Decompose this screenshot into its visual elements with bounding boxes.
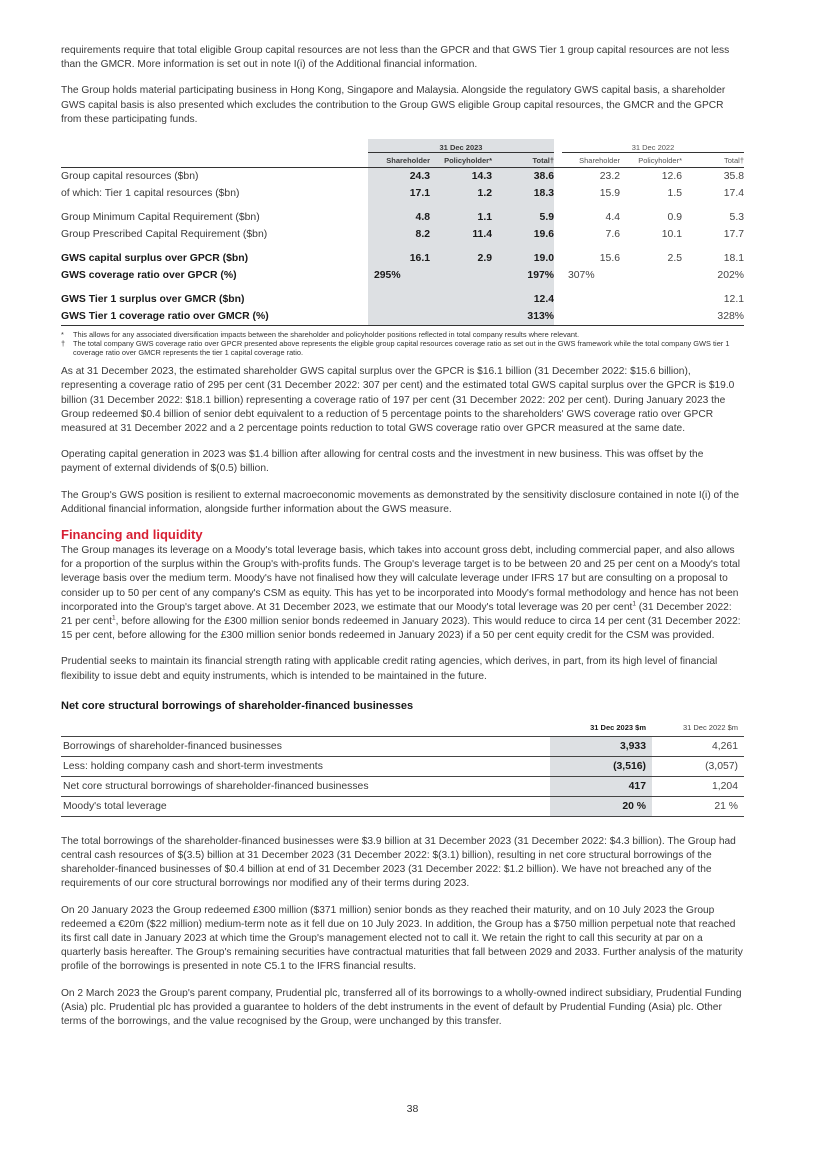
footnote-symbol: † bbox=[61, 338, 66, 348]
cell-sh23 bbox=[368, 291, 430, 308]
footnote-ref: 1 bbox=[111, 614, 116, 622]
footnote-text: The total company GWS coverage ratio over GPCR presented above represents the eligible group capital resources coverage ratio as set out in the GWS framework while the total company GWS tier 1 coverage ratio over GMCR represents the tier 1 capital coverage ratio. bbox=[73, 338, 730, 357]
cell-po23 bbox=[430, 308, 492, 325]
cell-to22: 202% bbox=[717, 270, 744, 282]
cell-sh22: 15.6 bbox=[599, 253, 620, 265]
body-paragraph-3: As at 31 December 2023, the estimated shareholder GWS capital surplus over the GPCR is $16.1 billion (31 December 2022: $15.6 billion), representing a coverage ratio of 295 per cent (31 December 2022: 307 per cent) and the estimated total GWS capital surplus over the GPCR is $19.0 billion (31 December 2022: $18.1 billion) representing a coverage ratio of 197 per cent (31 December 2022: 202 per cent). During January 2023 the Group redeemed $0.4 billion of senior debt equivalent to a reduction of 5 percentage points to the shareholders' GWS coverage ratio over GPCR measured at 31 December 2022 and a 2 percentage points reduction to total GWS coverage ratio over GPCR measured at the same date. bbox=[61, 366, 735, 434]
table-row bbox=[61, 776, 744, 796]
cell-sh23: 17.1 bbox=[368, 185, 430, 202]
cell-to23: 18.3 bbox=[492, 185, 554, 202]
col-header-2023: 31 Dec 2023 $m bbox=[590, 723, 646, 733]
cell-sh23: 4.8 bbox=[368, 209, 430, 226]
cell-to22: 17.4 bbox=[723, 188, 744, 200]
cell-to23: 313% bbox=[492, 308, 554, 325]
cell-to22: 18.1 bbox=[723, 253, 744, 265]
table-row bbox=[61, 267, 744, 284]
section-heading: Financing and liquidity bbox=[61, 526, 203, 542]
cell-po22: 10.1 bbox=[661, 229, 682, 241]
cell-2023: (3,516) bbox=[550, 756, 652, 776]
gws-capital-table bbox=[61, 139, 744, 326]
cell-sh22: 7.6 bbox=[605, 229, 620, 241]
col-header-policyholder-2023: Policyholder* bbox=[430, 153, 492, 168]
cell-po22: 2.5 bbox=[667, 253, 682, 265]
cell-to23: 197% bbox=[492, 267, 554, 284]
net-core-borrowings-table bbox=[61, 720, 744, 817]
cell-to23: 19.6 bbox=[492, 226, 554, 243]
cell-po22 bbox=[620, 308, 682, 325]
footnote-star bbox=[61, 330, 744, 339]
footnote-dagger bbox=[61, 339, 744, 357]
cell-to22: 5.3 bbox=[729, 212, 744, 224]
table-row bbox=[61, 736, 744, 756]
cell-po23: 14.3 bbox=[430, 168, 492, 185]
paragraph-text: The Group manages its leverage on a Moody's total leverage basis, which takes into account gross debt, including commercial paper, and also allows for a proportion of the surplus within the Group's with-profits funds. The Group's leverage target is to be between 20 and 25 per cent on a Moody's total leverage basis over the medium term. Moody's have not finalised how they will calculate leverage under IFRS 17 but are consulting on a proposal to consider up to 50 per cent of any company's CSM as equity. This has yet to be incorporated into Moody's formal methodology and hence has not been incorporated into the Group's target above. At 31 December 2023, we estimate that our Moody's total leverage was 20 per cent bbox=[61, 544, 740, 613]
paragraph-text: (31 December 2022: 21 per cent bbox=[61, 601, 732, 627]
group-header-2022: 31 Dec 2022 bbox=[631, 143, 675, 153]
cell-to23: 12.4 bbox=[492, 291, 554, 308]
row-label: Group capital resources ($bn) bbox=[61, 171, 199, 183]
body-paragraph-7: Prudential seeks to maintain its financial strength rating with applicable credit rating agencies, which derives, in part, from its high level of financial flexibility to issue debt and equity instruments, which is intended to be maintained in the future. bbox=[61, 656, 718, 682]
cell-sh22: 307% bbox=[568, 270, 595, 282]
cell-po22 bbox=[620, 291, 682, 308]
cell-to23: 38.6 bbox=[492, 168, 554, 185]
group-header-2023: 31 Dec 2023 bbox=[368, 139, 554, 153]
row-label: Group Minimum Capital Requirement ($bn) bbox=[61, 212, 260, 224]
row-label: Group Prescribed Capital Requirement ($bn) bbox=[61, 229, 268, 241]
cell-po23 bbox=[430, 267, 492, 284]
cell-sh22 bbox=[562, 291, 620, 308]
table-row bbox=[61, 756, 744, 776]
table-row bbox=[61, 250, 744, 267]
table-title: Net core structural borrowings of shareholder-financed businesses bbox=[61, 699, 414, 712]
body-paragraph-8: The total borrowings of the shareholder-financed businesses were $3.9 billion at 31 December 2023 (31 December 2022: $4.3 billion). The Group had central cash resources of $(3.5) billion at 31 December 2023 (31 December 2022: $(3.1) billion), resulting in net core structural borrowings of the shareholder-financed businesses of $0.4 billion at end of 31 December 2023 (31 December 2022: $1.2 billion). We have not breached any of the requirements of our core structural borrowings nor modified any of their terms during 2023. bbox=[61, 835, 736, 890]
cell-sh23 bbox=[368, 308, 430, 325]
cell-to23: 19.0 bbox=[492, 250, 554, 267]
col-header-2022: 31 Dec 2022 $m bbox=[682, 723, 738, 733]
cell-sh23: 24.3 bbox=[368, 168, 430, 185]
cell-po23 bbox=[430, 291, 492, 308]
cell-sh23: 295% bbox=[368, 267, 430, 284]
paragraph-text: , before allowing for the £300 million senior bonds redeemed in January 2023). This would reduce to circa 14 per cent (31 December 2022: 15 per cent, before allowing for the £300 million senior bonds redeemed in January 2023) if a 50 per cent equity credit for the CSM was provided. bbox=[61, 615, 741, 642]
cell-po22: 12.6 bbox=[661, 171, 682, 183]
cell-2023: 3,933 bbox=[550, 736, 652, 756]
cell-po22: 0.9 bbox=[667, 212, 682, 224]
cell-po22 bbox=[620, 267, 682, 284]
body-paragraph-9: On 20 January 2023 the Group redeemed £300 million ($371 million) senior bonds as they reached their maturity, and on 10 July 2023 the Group redeemed a €20m ($22 million) medium-term note as it fell due on 10 July 2023. In addition, the Group has a $750 million perpetual note that reached its first call date in January 2023 at which time the Group's management elected not to call it. We retain the right to call this security at par on a quarterly basis hereafter. The Group's remaining securities have contractual maturities that fall between 2029 and 2033. Further analysis of the maturity profile of the borrowings is presented in note C5.1 to the IFRS financial results. bbox=[61, 904, 743, 973]
row-label: of which: Tier 1 capital resources ($bn) bbox=[61, 188, 240, 200]
cell-po22: 1.5 bbox=[667, 188, 682, 200]
cell-po23: 1.2 bbox=[430, 185, 492, 202]
row-label: Borrowings of shareholder-financed businesses bbox=[61, 736, 550, 756]
cell-po23: 11.4 bbox=[430, 226, 492, 243]
table-row bbox=[61, 168, 744, 185]
cell-sh22 bbox=[562, 308, 620, 325]
col-header-total-2023: Total† bbox=[492, 153, 554, 168]
table-row bbox=[61, 291, 744, 308]
cell-po23: 1.1 bbox=[430, 209, 492, 226]
cell-sh22: 4.4 bbox=[605, 212, 620, 224]
body-paragraph-4: Operating capital generation in 2023 was $1.4 billion after allowing for central costs and the investment in new business. This was offset by the payment of external dividends of $(0.5) billion. bbox=[61, 449, 704, 475]
cell-2023: 417 bbox=[550, 776, 652, 796]
row-label: GWS coverage ratio over GPCR (%) bbox=[61, 270, 237, 282]
row-label: GWS Tier 1 surplus over GMCR ($bn) bbox=[61, 294, 245, 306]
col-header-policyholder-2022: Policyholder* bbox=[620, 153, 682, 168]
table-row bbox=[61, 308, 744, 325]
body-paragraph-6 bbox=[61, 544, 744, 643]
cell-po23: 2.9 bbox=[430, 250, 492, 267]
col-header-total-2022: Total† bbox=[682, 153, 744, 168]
col-header-shareholder-2022: Shareholder bbox=[562, 153, 620, 168]
cell-to23: 5.9 bbox=[492, 209, 554, 226]
cell-sh23: 16.1 bbox=[368, 250, 430, 267]
table-footnotes bbox=[61, 330, 744, 358]
cell-to22: 328% bbox=[682, 308, 744, 325]
row-label: Moody's total leverage bbox=[61, 796, 550, 816]
cell-to22: 17.7 bbox=[723, 229, 744, 241]
table-row bbox=[61, 796, 744, 816]
footnote-symbol: * bbox=[61, 329, 64, 339]
row-label: GWS capital surplus over GPCR ($bn) bbox=[61, 253, 249, 265]
intro-paragraph-2: The Group holds material participating business in Hong Kong, Singapore and Malaysia. Alongside the regulatory GWS capital basis, a shareholder GWS capital basis is also presented which excludes the contribution to the Group GWS eligible Group capital resources, the GMCR and the GPCR from these participating funds. bbox=[61, 85, 726, 125]
cell-to22: 35.8 bbox=[723, 171, 744, 183]
row-label: Net core structural borrowings of shareholder-financed businesses bbox=[61, 776, 550, 796]
cell-2023: 20 % bbox=[550, 796, 652, 816]
row-label: Less: holding company cash and short-term investments bbox=[61, 756, 550, 776]
cell-2022: 1,204 bbox=[652, 776, 744, 796]
table-row bbox=[61, 226, 744, 243]
body-paragraph-10: On 2 March 2023 the Group's parent company, Prudential plc, transferred all of its borrowings to a wholly-owned indirect subsidiary, Prudential Funding (Asia) plc. Prudential plc has provided a guarantee to holders of the debt instruments in the event of default by Prudential Funding (Asia) plc. Other terms of the borrowings, and the value recognised by the Group, were unchanged by this transfer. bbox=[61, 987, 742, 1028]
body-paragraph-5: The Group's GWS position is resilient to external macroeconomic movements as demonstrated by the sensitivity disclosure contained in note I(i) of the Additional financial information, alongside further information about the GWS measure. bbox=[61, 489, 740, 515]
cell-sh22: 23.2 bbox=[599, 171, 620, 183]
cell-to22: 12.1 bbox=[723, 294, 744, 306]
row-label: GWS Tier 1 coverage ratio over GMCR (%) bbox=[61, 308, 368, 325]
footnote-text: This allows for any associated diversification impacts between the shareholder and policyholder positions reflected in total company results where relevant. bbox=[73, 329, 580, 339]
col-header-shareholder-2023: Shareholder bbox=[368, 153, 430, 168]
cell-2022: 4,261 bbox=[652, 736, 744, 756]
table-row bbox=[61, 185, 744, 202]
intro-paragraph-1: requirements require that total eligible Group capital resources are not less than the GPCR and that GWS Tier 1 group capital resources are not less than the GMCR. More information is set out in note I(i) of the Additional financial information. bbox=[61, 45, 730, 71]
cell-sh23: 8.2 bbox=[368, 226, 430, 243]
footnote-ref: 1 bbox=[632, 600, 636, 608]
cell-sh22: 15.9 bbox=[599, 188, 620, 200]
cell-2022: (3,057) bbox=[652, 756, 744, 776]
cell-2022: 21 % bbox=[652, 796, 744, 816]
table-row bbox=[61, 209, 744, 226]
page-content bbox=[61, 44, 744, 1029]
page-number: 38 bbox=[406, 1103, 419, 1115]
